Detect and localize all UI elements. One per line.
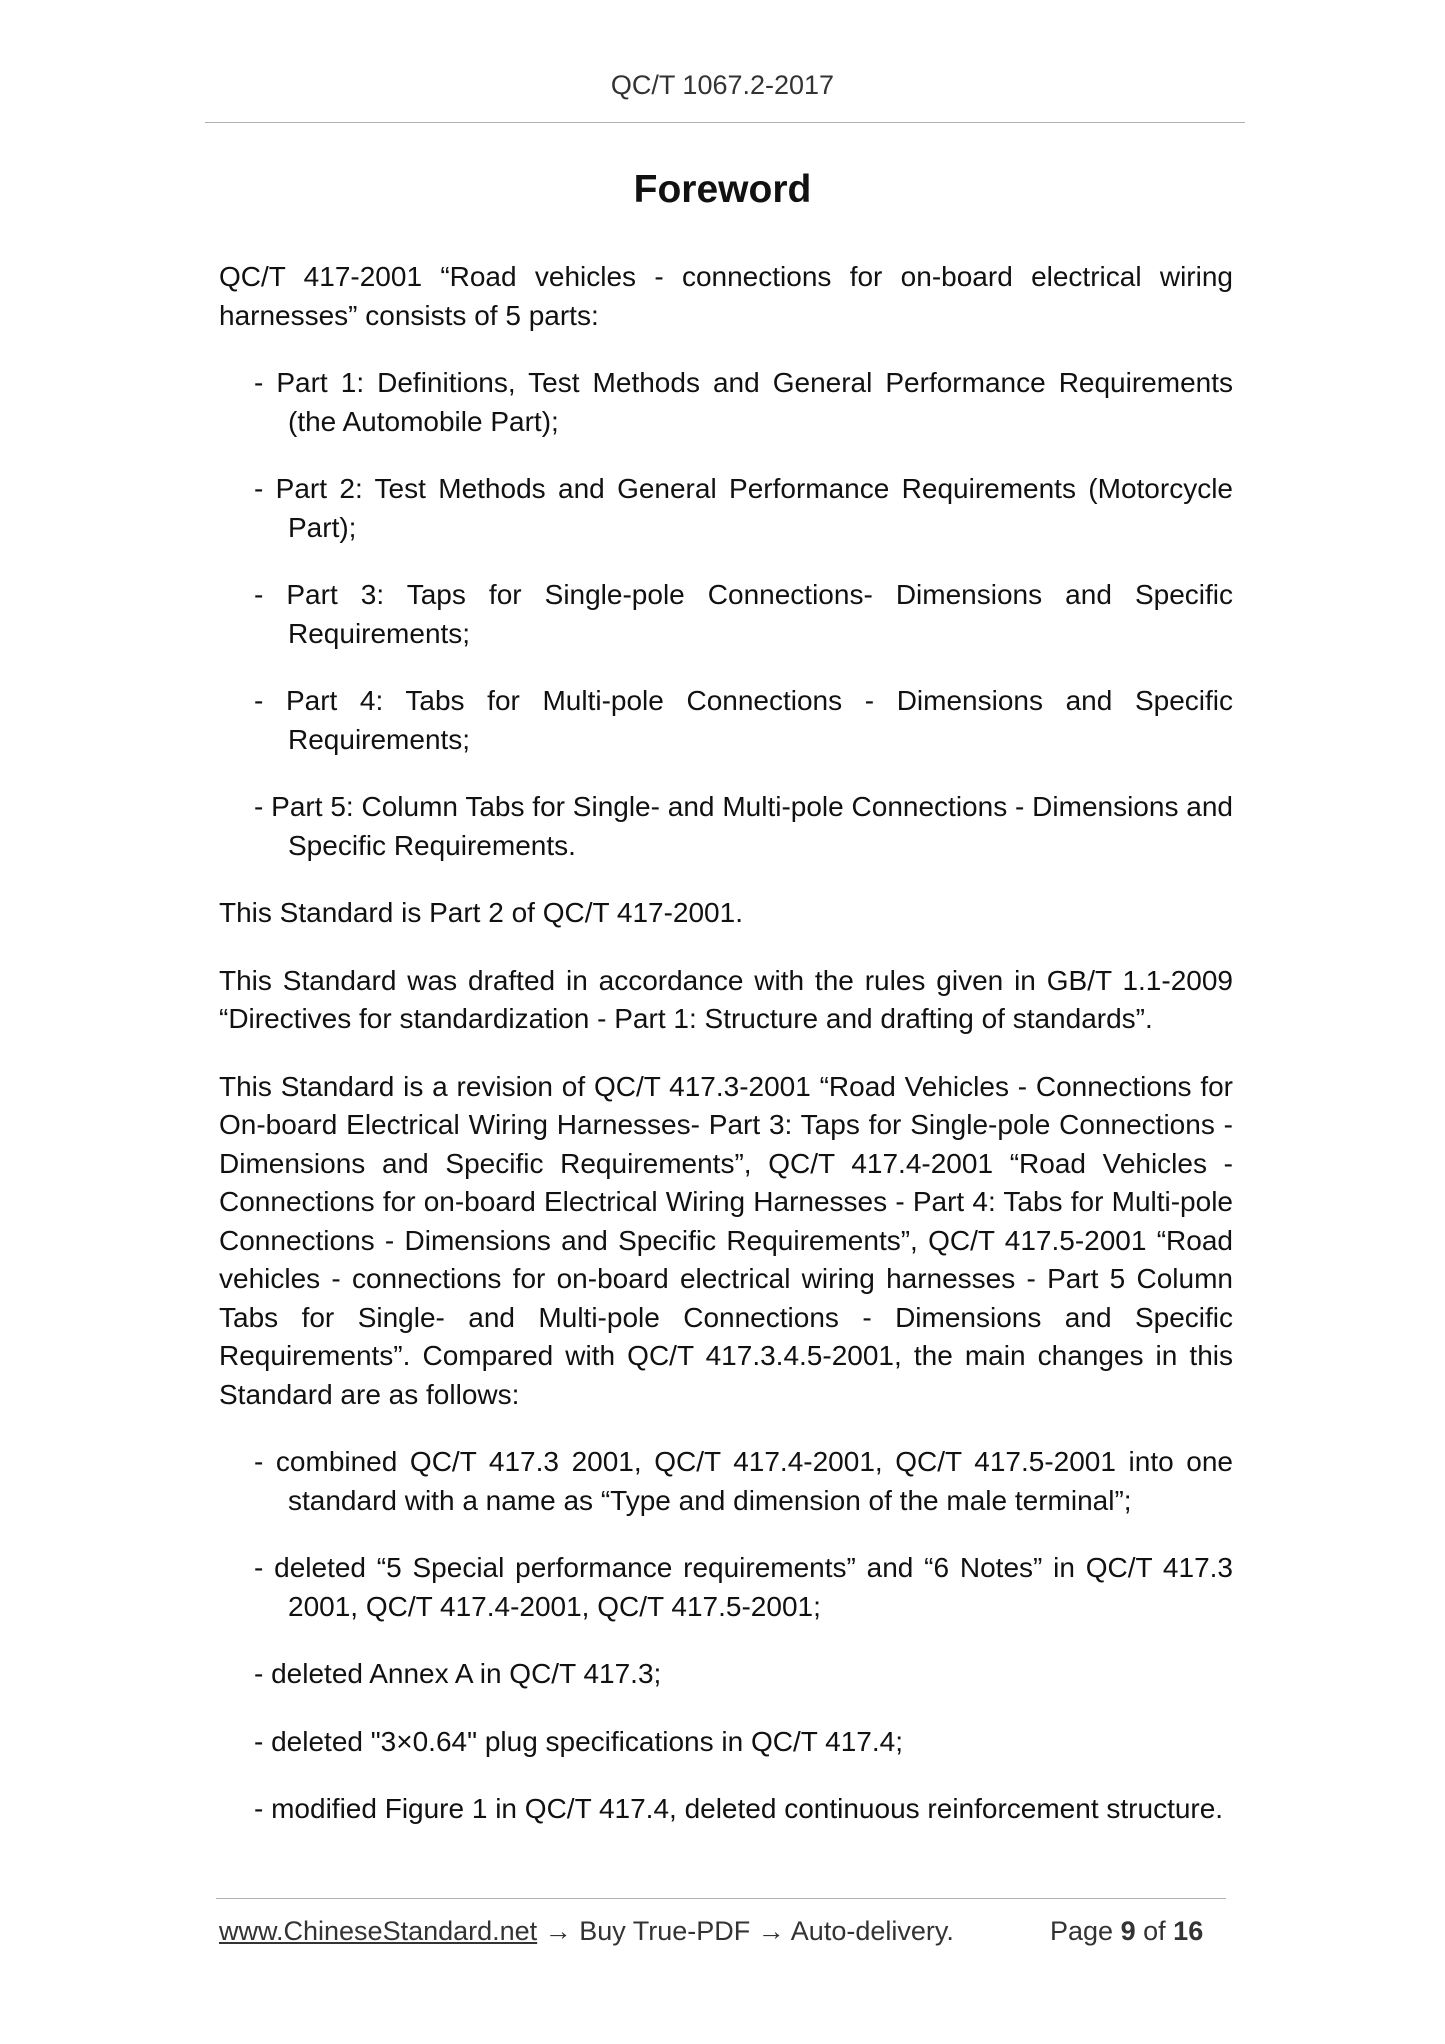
footer-divider [216, 1898, 1226, 1899]
change-list-item: - deleted "3×0.64" plug specifications in QC/T 417.4; [254, 1725, 903, 1757]
change-list-item: - deleted Annex A in QC/T 417.3; [254, 1658, 662, 1689]
change-list-item: - deleted “5 Special performance requirements” and “6 Notes” in QC/T 417.3 2001, QC/T 417.4-2001, QC/T 417.5-2001; [254, 1552, 1233, 1622]
header-divider [205, 122, 1245, 123]
page-title: Foreword [633, 168, 812, 211]
footer-promo [219, 1916, 954, 1947]
part-list-item: - Part 2: Test Methods and General Performance Requirements (Motorcycle Part); [254, 473, 1233, 543]
part-list-item: - Part 5: Column Tabs for Single- and Multi-pole Connections - Dimensions and Specific Requirements. [254, 791, 1233, 861]
part-list-item: - Part 3: Taps for Single-pole Connections- Dimensions and Specific Requirements; [254, 579, 1233, 649]
arrow-right-icon: → [544, 1916, 572, 1946]
drafting-paragraph: This Standard was drafted in accordance with the rules given in GB/T 1.1-2009 “Directives for standardization - Part 1: Structure and drafting of standards”. [219, 964, 1233, 1034]
change-list-item: - combined QC/T 417.3 2001, QC/T 417.4-2001, QC/T 417.5-2001 into one standard with a name as “Type and dimension of the male terminal”; [254, 1446, 1233, 1516]
foreword-body [219, 258, 1233, 1858]
part-list-item: - Part 1: Definitions, Test Methods and General Performance Requirements (the Automobile Part); [254, 367, 1233, 437]
header-standard-code: QC/T 1067.2-2017 [610, 70, 835, 100]
website-link[interactable]: www.ChineseStandard.net [219, 1916, 538, 1946]
page-number [1050, 1916, 1203, 1947]
page-current: 9 [1120, 1916, 1136, 1946]
page-label: Page [1050, 1916, 1114, 1946]
revision-paragraph: This Standard is a revision of QC/T 417.3-2001 “Road Vehicles - Connections for On-board Electrical Wiring Harnesses- Part 3: Taps for Single-pole Connections - Dimensions and Specific Requirements”, QC/T 417.4-2001 “Road Vehicles - Connections for on-board Electrical Wiring Harnesses - Part 4: Tabs for Multi-pole Connections - Dimensions and Specific Requirements”, QC/T 417.5-2001 “Road vehicles - connections for on-board electrical wiring harnesses - Part 5 Column Tabs for Single- and Multi-pole Connections - Dimensions and Specific Requirements”. Compared with QC/T 417.3.4.5-2001, the main changes in this Standard are as follows: [219, 1070, 1233, 1410]
auto-delivery-text: Auto-delivery. [790, 1916, 954, 1946]
change-list-item: - modified Figure 1 in QC/T 417.4, deleted continuous reinforcement structure. [254, 1793, 1224, 1824]
intro-paragraph: QC/T 417-2001 “Road vehicles - connections for on-board electrical wiring harnesses” consists of 5 parts: [219, 261, 1233, 331]
part-list-item: - Part 4: Tabs for Multi-pole Connections - Dimensions and Specific Requirements; [254, 685, 1233, 755]
buy-true-pdf-text: Buy True-PDF [579, 1916, 751, 1946]
page-total: 16 [1173, 1916, 1204, 1946]
arrow-right-icon: → [757, 1916, 785, 1946]
part-statement-paragraph: This Standard is Part 2 of QC/T 417-2001. [219, 897, 743, 928]
page-of-label: of [1143, 1916, 1166, 1946]
